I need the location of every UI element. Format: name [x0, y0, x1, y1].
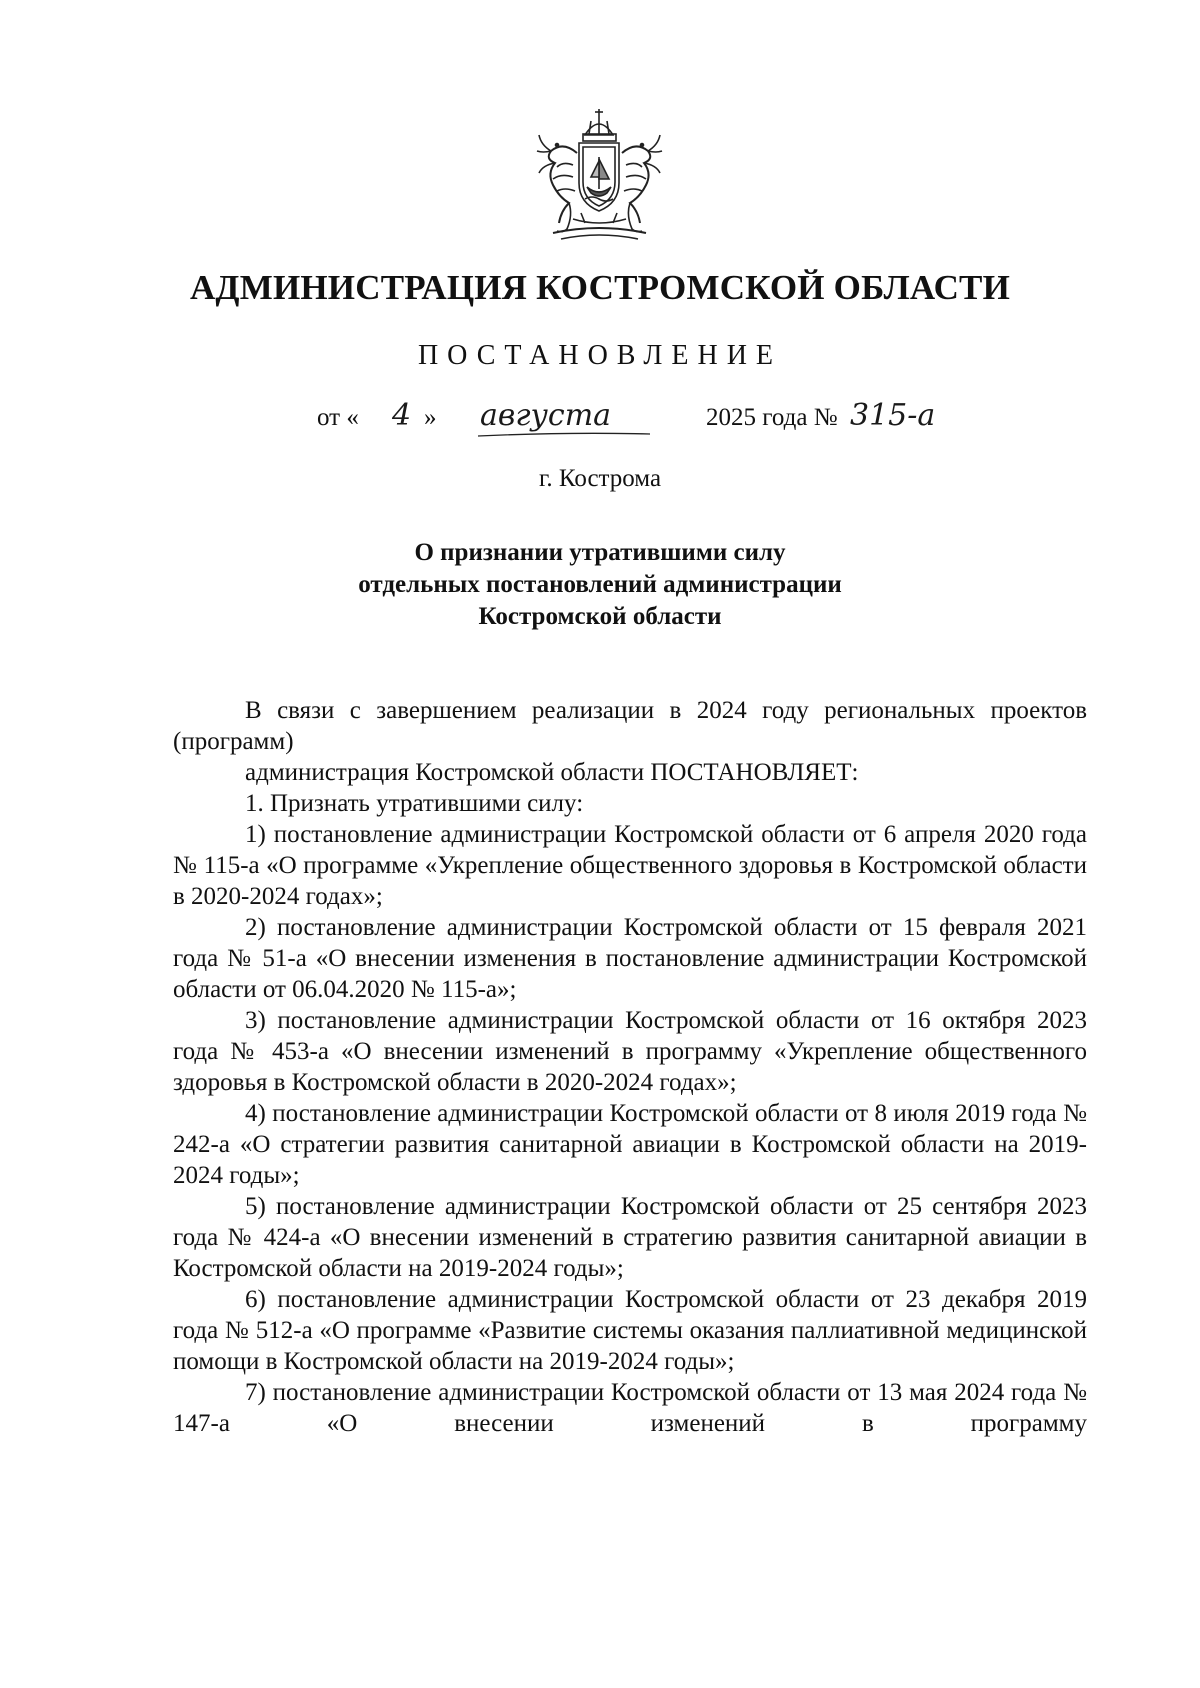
list-item: 5) постановление администрации Костромской области от 25 сентября 2023 года № 424-а «О внесении изменений в стратегию развития санитарной авиации в Костромской области на 2019-2024 годы»; — [173, 1193, 1087, 1282]
date-close-quote: » — [424, 404, 437, 431]
city: г. Кострома — [538, 465, 662, 492]
document-body — [173, 695, 1087, 1439]
subject-line: О признании утратившими силу — [414, 539, 786, 566]
coat-of-arms-emblem — [533, 107, 666, 246]
list-item: 3) постановление администрации Костромской области от 16 октября 2023 года № 453-а «О внесении изменений в программу «Укрепление общественного здоровья в Костромской области в 2020-2024 годах»; — [173, 1007, 1087, 1096]
list-item: 2) постановление администрации Костромской области от 15 февраля 2021 года № 51-а «О внесении изменения в постановление администрации Костромской области от 06.04.2020 № 115-а»; — [173, 914, 1087, 1003]
handwritten-number: 315-а — [850, 398, 936, 433]
handwritten-day: 4 — [392, 398, 412, 433]
decree-paragraph: администрация Костромской области ПОСТАНОВЛЯЕТ: — [245, 759, 859, 786]
handwritten-month: августа — [480, 398, 612, 433]
date-prefix: от « — [317, 404, 359, 431]
subject-heading — [0, 537, 1200, 633]
list-item: 1) постановление администрации Костромской области от 6 апреля 2020 года № 115-а «О программе «Укрепление общественного здоровья в Костромской области в 2020-2024 годах»; — [173, 821, 1087, 910]
clause-1: 1. Признать утратившими силу: — [245, 790, 584, 817]
list-item: 6) постановление администрации Костромской области от 23 декабря 2019 года № 512-а «О программе «Развитие системы оказания паллиативной медицинской помощи в Костромской области на 2019-2024 годы»; — [173, 1286, 1087, 1375]
intro-paragraph: В связи с завершением реализации в 2024 году региональных проектов (программ) — [173, 697, 1087, 755]
subject-line: Костромской области — [478, 603, 722, 630]
document-type-heading: ПОСТАНОВЛЕНИЕ — [417, 340, 783, 371]
subject-line: отдельных постановлений администрации — [358, 571, 842, 598]
month-underline-stroke — [476, 430, 652, 440]
list-item: 7) постановление администрации Костромской области от 13 мая 2024 года № 147-а «О внесении изменений в программу — [173, 1379, 1087, 1437]
year-and-number-label: 2025 года № — [706, 404, 838, 431]
organization-title: АДМИНИСТРАЦИЯ КОСТРОМСКОЙ ОБЛАСТИ — [189, 268, 1011, 307]
list-item: 4) постановление администрации Костромской области от 8 июля 2019 года № 242-а «О стратегии развития санитарной авиации в Костромской области на 2019-2024 годы»; — [173, 1100, 1087, 1189]
